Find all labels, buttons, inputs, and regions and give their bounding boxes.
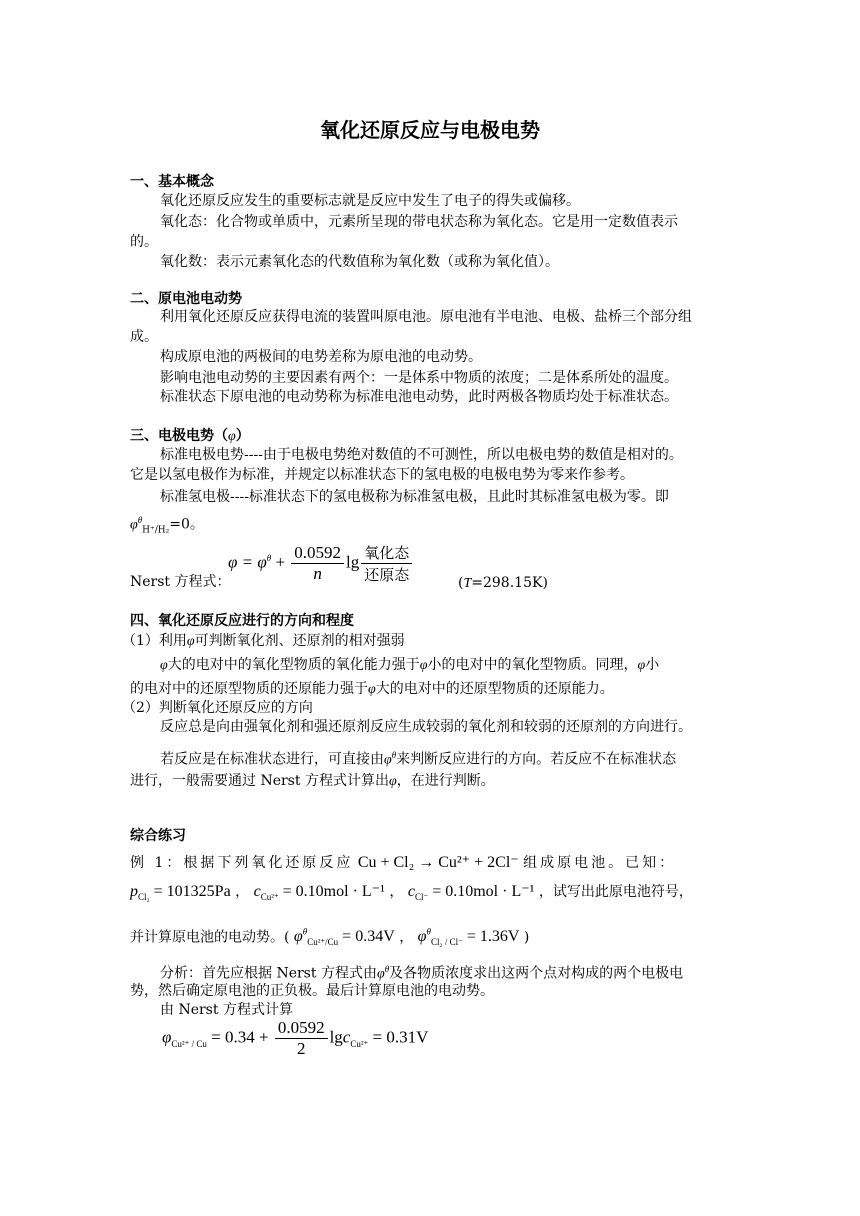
s4-sub-2: （2）判断氧化还原反应的方向	[122, 700, 313, 716]
reaction-equation: Cu + Cl₂ → Cu²⁺ + 2Cl⁻	[357, 854, 519, 871]
section-4-heading: 四、氧化还原反应进行的方向和程度	[130, 613, 354, 629]
standard-hydrogen-electrode-formula: $\varphi^\theta_{H^+/H_2}=0$。	[130, 515, 204, 536]
page-title: 氧化还原反应与电极电势	[320, 118, 540, 142]
example-1-line-3: 并计算原电池的电动势。( $\varphi^\theta_{Cu^{2+}/Cu} = 0.34V$ ， $\varphi^\theta_{Cl_2 / Cl^-} = 1.36V$ )	[130, 927, 530, 948]
temperature-note: (T=298.15K)	[458, 575, 548, 591]
example-1-line-1: 例 1：根据下列氧化还原反应 Cu + Cl₂ → Cu²⁺ + 2Cl⁻ 组成原电池。已知：	[130, 854, 677, 871]
exercise-heading: 综合练习	[130, 828, 186, 844]
section-1-heading: 一、基本概念	[130, 174, 214, 190]
s4-paragraph-3-cont: 进行，一般需要通过 Nerst 方程式计算出φ，在进行判断。	[130, 773, 495, 789]
cu-potential-calculation: $\varphi_{Cu^{2+} / Cu} = 0.34$ + $\frac{0.0592}{2}$ lgc$_{Cu^{2+}}$ = 0.31V	[162, 1018, 429, 1058]
s4-sub-1: （1）利用φ可判断氧化剂、还原剂的相对强弱	[122, 633, 405, 649]
section-3-heading: 三、电极电势（φ）	[130, 428, 250, 444]
phi-symbol: φ	[228, 429, 236, 444]
s4-paragraph-1: φ大的电对中的氧化型物质的氧化能力强于φ小的电对中的氧化型物质。同理，φ小	[160, 657, 660, 673]
s1-paragraph-2: 氧化态：化合物或单质中，元素所呈现的带电状态称为氧化态。它是用一定数值表示	[160, 214, 678, 230]
s2-paragraph-3: 影响电池电动势的主要因素有两个：一是体系中物质的浓度；二是体系所处的温度。	[160, 370, 678, 386]
s3-paragraph-1-cont: 它是以氢电极作为标准，并规定以标准状态下的氢电极的电极电势为零来作参考。	[130, 467, 634, 483]
section-2-heading: 二、原电池电动势	[130, 291, 242, 307]
s3-paragraph-1: 标准电极电势----由于电极电势绝对数值的不可测性，所以电极电势的数值是相对的。	[160, 447, 683, 463]
s1-paragraph-3: 氧化数：表示元素氧化态的代数值称为氧化数（或称为氧化值）。	[160, 254, 559, 270]
s3-paragraph-2: 标准氢电极----标准状态下的氢电极称为标准氢电极，且此时其标准氢电极为零。即	[160, 489, 669, 505]
analysis-line-3: 由 Nerst 方程式计算	[160, 1002, 293, 1018]
analysis-line-1: 分析：首先应根据 Nerst 方程式由$\varphi^\theta$及各物质浓度求出这两个点对构成的两个电极电	[160, 964, 684, 982]
s2-paragraph-1: 利用氧化还原反应获得电流的装置叫原电池。原电池有半电池、电极、盐桥三个部分组	[160, 309, 692, 325]
s2-paragraph-2: 构成原电池的两极间的电势差称为原电池的电动势。	[160, 349, 482, 365]
s1-paragraph-2-cont: 的。	[130, 234, 158, 250]
s2-paragraph-4: 标准状态下原电池的电动势称为标准电池电动势，此时两极各物质均处于标准状态。	[160, 389, 678, 405]
s4-paragraph-3: 若反应是在标准状态进行，可直接由$\varphi^\theta$来判断反应进行的方向。若反应不在标准状态	[160, 750, 677, 768]
s1-paragraph-1: 氧化还原反应发生的重要标志就是反应中发生了电子的得失或偏移。	[160, 193, 580, 209]
nernst-label: Nerst 方程式：	[130, 574, 231, 590]
s4-paragraph-2: 反应总是向由强氧化剂和强还原剂反应生成较弱的氧化剂和较弱的还原剂的方向进行。	[160, 719, 692, 735]
s2-paragraph-1-cont: 成。	[130, 329, 158, 345]
analysis-line-2: 势，然后确定原电池的正负极。最后计算原电池的电动势。	[130, 983, 494, 999]
nernst-equation: $\varphi = \varphi^\theta$ + $\frac{0.0592}{n}$ lg $\frac{\text{氧化态}}{\text{还原态}}$	[228, 542, 414, 585]
example-1-line-2: $p_{Cl_2} = 101325Pa$ ， $c_{Cu^{2+}} = 0.10mol \cdot L^{-1}$ ， $c_{Cl^-} = 0.10mol \cdot L^{-1}$ ，试写出此原电池符号，	[130, 883, 693, 903]
s4-paragraph-1-cont: 的电对中的还原型物质的还原能力强于φ大的电对中的还原型物质的还原能力。	[130, 681, 614, 697]
